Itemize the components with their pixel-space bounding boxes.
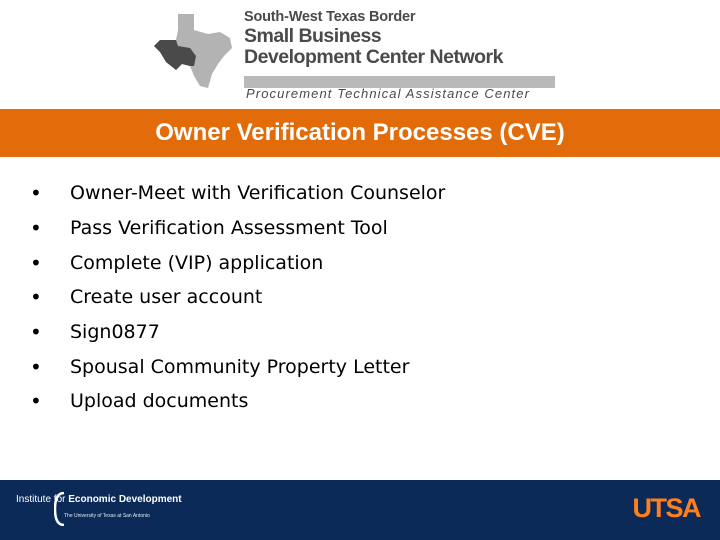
title-band bbox=[0, 109, 720, 157]
bullet-text: Complete (VIP) application bbox=[70, 251, 324, 274]
list-item bbox=[30, 315, 445, 350]
list-item bbox=[30, 349, 445, 384]
bullet-text: Create user account bbox=[70, 286, 263, 309]
list-item bbox=[30, 245, 445, 280]
logo-line-2: Development Center Network bbox=[244, 46, 503, 68]
bullet-icon: • bbox=[30, 250, 42, 275]
bullet-text: Upload documents bbox=[70, 390, 249, 413]
institute-subtitle: The University of Texas at San Antonio bbox=[64, 513, 150, 519]
logo-line-1: Small Business bbox=[244, 25, 382, 47]
logo-text-block bbox=[244, 8, 564, 68]
bullet-icon: • bbox=[30, 320, 42, 345]
slide-title: Owner Verification Processes (CVE) bbox=[155, 119, 565, 146]
institute-prefix: Institute for bbox=[16, 494, 66, 505]
bullet-icon: • bbox=[30, 216, 42, 241]
bullet-text: Spousal Community Property Letter bbox=[70, 355, 410, 378]
bullet-icon: • bbox=[30, 285, 42, 310]
logo-subtitle: Procurement Technical Assistance Center bbox=[246, 86, 530, 101]
institute-name bbox=[16, 494, 182, 505]
bullet-icon: • bbox=[30, 354, 42, 379]
list-item bbox=[30, 280, 445, 315]
sbdc-logo bbox=[150, 8, 570, 100]
list-item bbox=[30, 176, 445, 211]
bullet-list bbox=[30, 176, 445, 419]
bullet-text: Sign0877 bbox=[70, 321, 160, 344]
institute-logo bbox=[14, 492, 184, 526]
bullet-icon: • bbox=[30, 389, 42, 414]
texas-map-icon bbox=[150, 12, 246, 92]
list-item bbox=[30, 211, 445, 246]
institute-mark-icon bbox=[54, 492, 66, 526]
utsa-logo: UTSA bbox=[632, 493, 700, 523]
bullet-icon: • bbox=[30, 181, 42, 206]
institute-title: Economic Development bbox=[68, 494, 182, 505]
footer-band bbox=[0, 480, 720, 540]
list-item bbox=[30, 384, 445, 419]
logo-region-label: South-West Texas Border bbox=[244, 9, 416, 25]
bullet-text: Owner-Meet with Verification Counselor bbox=[70, 182, 446, 205]
bullet-text: Pass Verification Assessment Tool bbox=[70, 217, 388, 240]
